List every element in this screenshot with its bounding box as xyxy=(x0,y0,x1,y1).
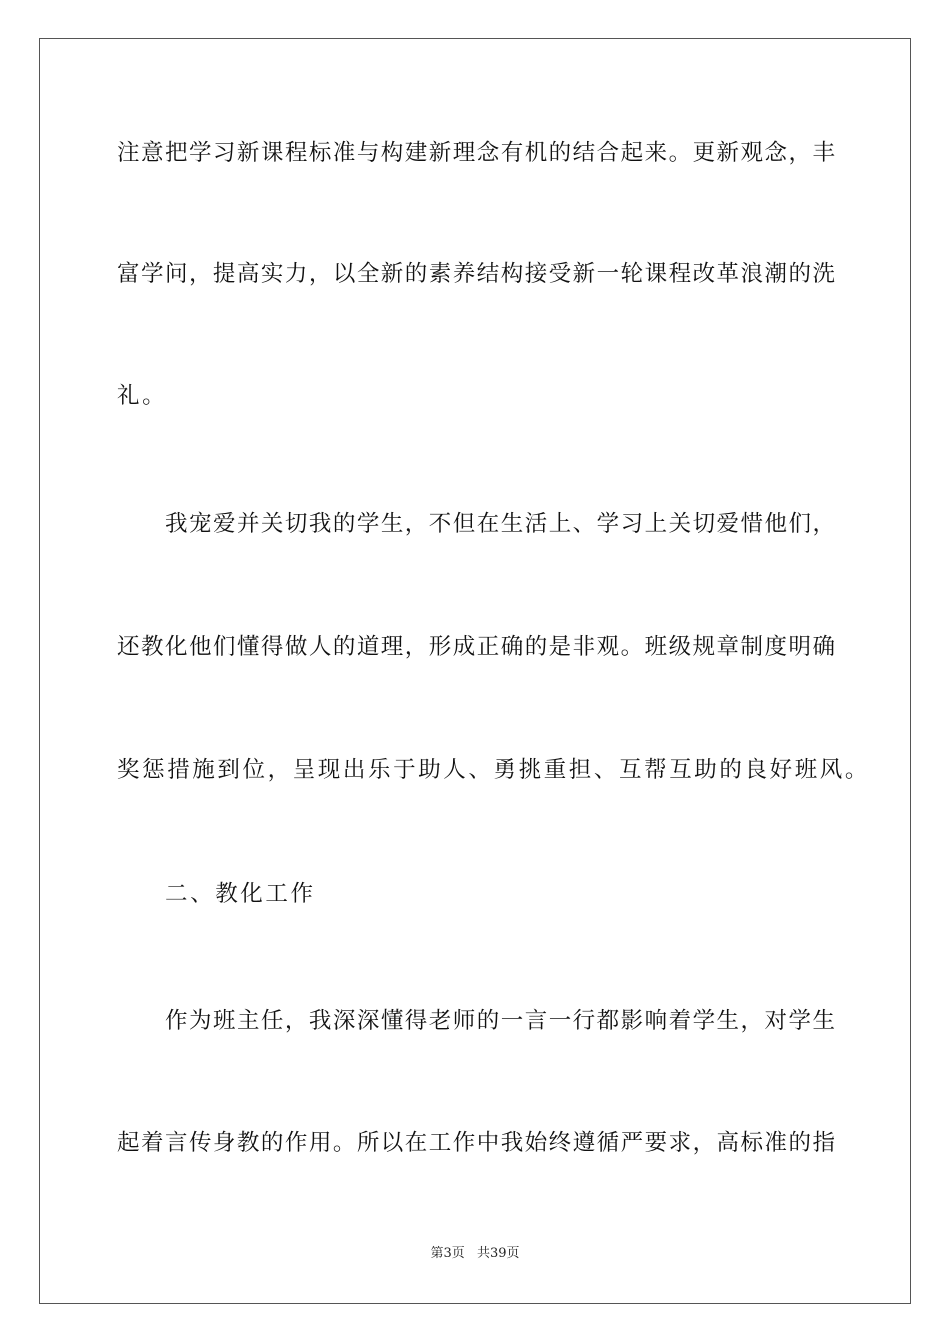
paragraph-line: 还教化他们懂得做人的道理，形成正确的是非观。班级规章制度明确 xyxy=(117,634,835,660)
paragraph-line: 起着言传身教的作用。所以在工作中我始终遵循严要求，高标准的指 xyxy=(117,1130,835,1156)
paragraph-line: 奖惩措施到位，呈现出乐于助人、勇挑重担、互帮互助的良好班风。 xyxy=(117,757,871,783)
paragraph-line: 礼。 xyxy=(117,383,168,409)
page-number: 第3页 xyxy=(430,1246,465,1261)
page-total: 共39页 xyxy=(476,1246,520,1261)
section-heading: 二、教化工作 xyxy=(165,881,316,907)
paragraph-line: 作为班主任，我深深懂得老师的一言一行都影响着学生，对学生 xyxy=(165,1008,835,1034)
page-footer xyxy=(0,1245,950,1263)
paragraph-line: 富学问，提高实力，以全新的素养结构接受新一轮课程改革浪潮的洗 xyxy=(117,261,835,287)
paragraph-line: 注意把学习新课程标准与构建新理念有机的结合起来。更新观念，丰 xyxy=(117,140,835,166)
page-border xyxy=(39,38,911,1304)
paragraph-line: 我宠爱并关切我的学生，不但在生活上、学习上关切爱惜他们， xyxy=(165,511,835,537)
